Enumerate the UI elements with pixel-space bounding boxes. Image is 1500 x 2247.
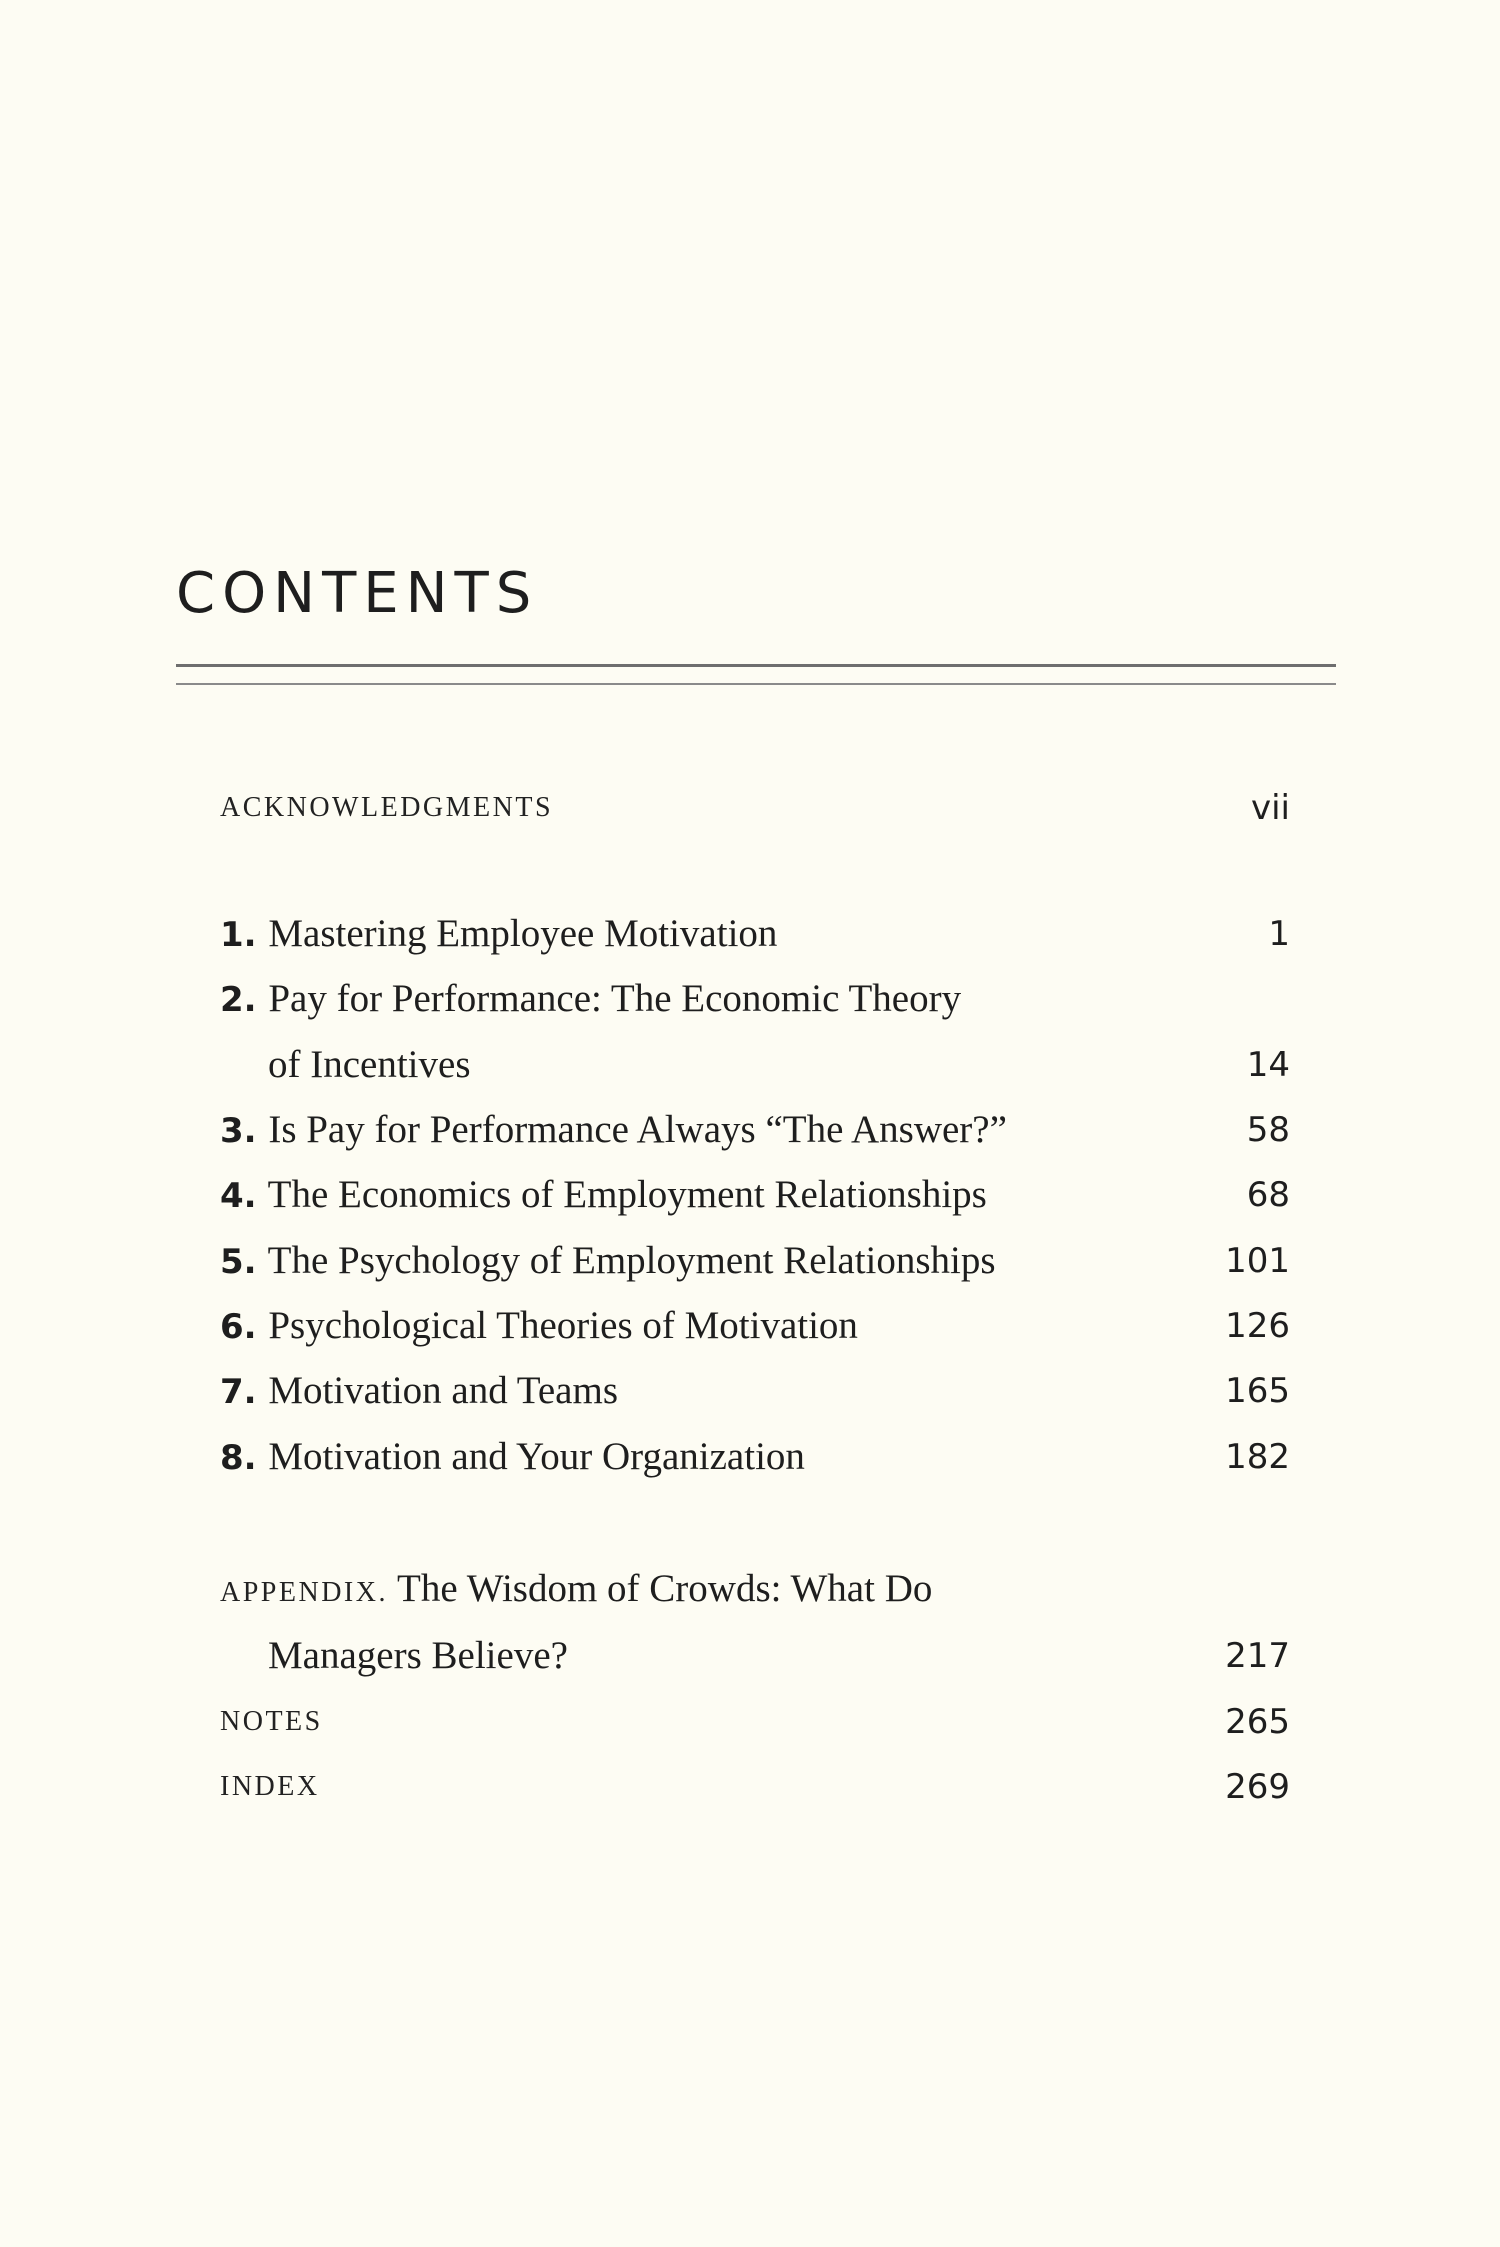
toc-entry-label xyxy=(220,1303,858,1348)
toc-entry-chapter-5[interactable] xyxy=(220,1229,1290,1295)
toc-entry-label: NOTES xyxy=(220,1706,323,1737)
toc-entry-chapter-1[interactable] xyxy=(220,902,1290,968)
toc-page-number: 165 xyxy=(1225,1371,1290,1411)
toc-entry-chapter-3[interactable] xyxy=(220,1098,1290,1164)
chapter-title: Psychological Theories of Motivation xyxy=(268,1304,858,1347)
chapter-title: Mastering Employee Motivation xyxy=(268,912,778,955)
chapter-title-line1: Pay for Performance: The Economic Theory xyxy=(268,977,962,1020)
toc-entry-acknowledgments[interactable] xyxy=(220,776,1290,842)
toc-entry-chapter-7[interactable] xyxy=(220,1359,1290,1425)
appendix-prefix: APPENDIX. xyxy=(220,1577,388,1608)
toc-entry-label xyxy=(220,976,961,1021)
toc-entry-notes[interactable] xyxy=(220,1690,1290,1756)
toc-page-number: 58 xyxy=(1246,1110,1290,1150)
chapter-title-line2: of Incentives xyxy=(268,1043,471,1086)
chapter-title: The Economics of Employment Relationships xyxy=(267,1173,987,1216)
toc-page-number: 217 xyxy=(1225,1636,1290,1676)
chapter-title: Is Pay for Performance Always “The Answer?” xyxy=(268,1108,1007,1151)
toc-page-number: 126 xyxy=(1225,1306,1290,1346)
toc-entry-label xyxy=(220,911,777,956)
page-title: CONTENTS xyxy=(176,561,539,626)
toc-page-number: vii xyxy=(1250,788,1290,828)
chapter-number: 3. xyxy=(220,1111,257,1151)
toc-entry-label: ACKNOWLEDGMENTS xyxy=(220,792,554,823)
toc-page-number: 265 xyxy=(1225,1702,1290,1742)
toc-entry-label xyxy=(220,1434,805,1479)
toc-page-number: 182 xyxy=(1225,1437,1290,1477)
chapter-number: 2. xyxy=(220,980,257,1020)
toc-page-number: 68 xyxy=(1246,1175,1290,1215)
toc-entry-chapter-6[interactable] xyxy=(220,1294,1290,1360)
toc-page-number: 14 xyxy=(1246,1045,1290,1085)
toc-entry-chapter-2-continued[interactable] xyxy=(220,1033,1290,1099)
toc-page-number: 1 xyxy=(1268,914,1290,954)
chapter-number: 4. xyxy=(220,1176,257,1216)
appendix-title-line1: The Wisdom of Crowds: What Do xyxy=(397,1567,933,1610)
chapter-number: 5. xyxy=(220,1242,257,1282)
chapter-number: 1. xyxy=(220,915,257,955)
toc-entry-chapter-2[interactable] xyxy=(220,967,1290,1033)
title-rule-lower xyxy=(176,683,1336,685)
toc-page-number: 269 xyxy=(1225,1767,1290,1807)
chapter-title: The Psychology of Employment Relationships xyxy=(267,1239,996,1282)
toc-entry-chapter-8[interactable] xyxy=(220,1425,1290,1491)
toc-entry-index[interactable] xyxy=(220,1755,1290,1821)
appendix-title-line2: Managers Believe? xyxy=(268,1634,568,1677)
title-rule-upper xyxy=(176,664,1336,667)
chapter-number: 8. xyxy=(220,1438,257,1478)
toc-entry-chapter-4[interactable] xyxy=(220,1163,1290,1229)
toc-page-number: 101 xyxy=(1225,1241,1290,1281)
toc-entry-label xyxy=(220,1368,618,1413)
chapter-number: 6. xyxy=(220,1307,257,1347)
toc-entry-label xyxy=(220,1107,1007,1152)
chapter-title: Motivation and Your Organization xyxy=(268,1435,805,1478)
toc-entry-label xyxy=(220,1238,996,1283)
toc-entry-appendix[interactable] xyxy=(220,1557,1290,1623)
toc-entry-label: INDEX xyxy=(220,1771,320,1802)
chapter-number: 7. xyxy=(220,1372,257,1412)
toc-entry-label xyxy=(220,1172,987,1217)
toc-entry-label xyxy=(220,1566,932,1611)
toc-entry-appendix-continued[interactable] xyxy=(220,1624,1290,1690)
chapter-title: Motivation and Teams xyxy=(268,1369,618,1412)
